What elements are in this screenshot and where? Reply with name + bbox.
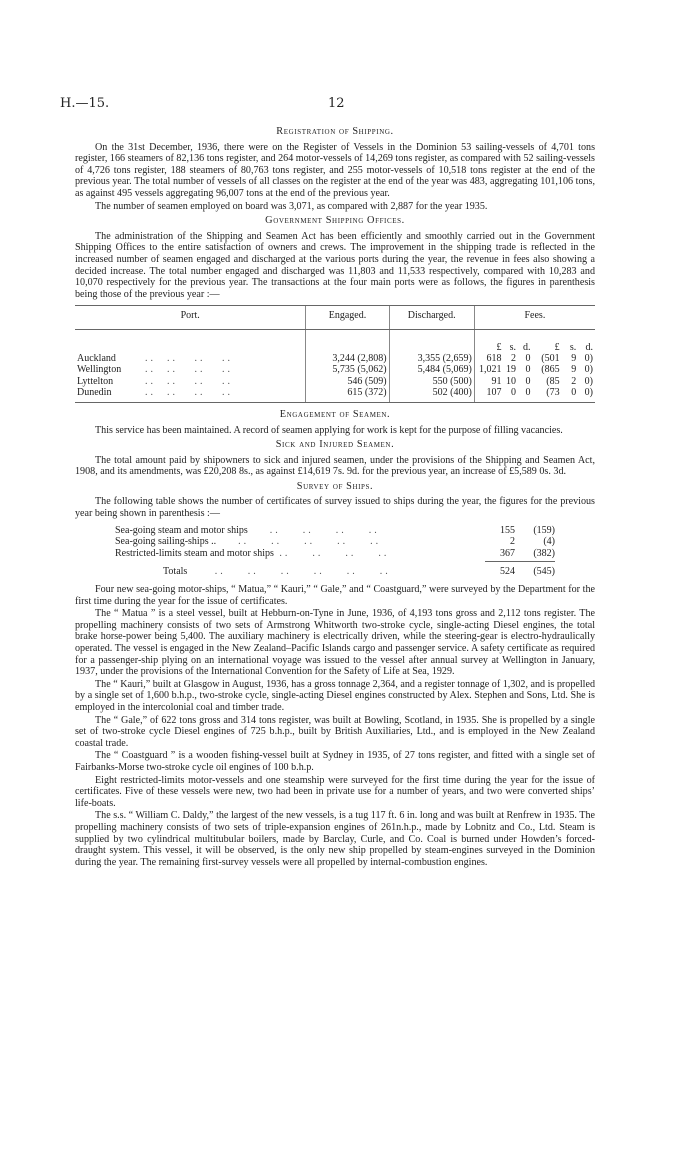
engaged-cell: 5,735 (5,062) bbox=[306, 364, 389, 375]
port-name: Auckland bbox=[77, 353, 116, 365]
header-port: Port. bbox=[75, 306, 306, 330]
paragraph: The total amount paid by shipowners to sick and injured seamen, under the provisions of the Shipping and Seamen Act, 1908, and its amendments, was £20,208 8s., as against £14,619 7s. 9d. for the previous year, an increase of £5,589 0s. 3d. bbox=[75, 454, 595, 478]
paragraph: The number of seamen employed on board was 3,071, as compared with 2,887 for the year 1935. bbox=[95, 200, 488, 212]
engaged-cell: 3,244 (2,808) bbox=[306, 353, 389, 364]
engaged-cell: 615 (372) bbox=[306, 387, 389, 403]
survey-row: Sea-going sailing-ships .. .. .. .. .. .. 2 (4) bbox=[115, 536, 555, 548]
page-body bbox=[75, 123, 595, 869]
table-row: Dunedin .. .. .. .. 615 (372) 502 (400) 107 0 0 (73 0 0) bbox=[75, 387, 595, 403]
paragraph: The “ Matua ” is a steel vessel, built at Hebburn-on-Tyne in June, 1936, of 4,193 tons gross and 2,112 tons register. The propelling machinery consists of two sets of Armstrong Whitworth two-stroke cycle, single-acting Diesel engines, the total brake horse-power being 5,400. The auxiliary machinery is electrically driven, while the steering-gear is electro-hydraulically operated. The vessel is engaged in the New Zealand–Pacific Islands cargo and passenger service. A safety certificate as required for a passenger-ship plying on an international voyage was issued to the vessel after annual survey at Wellington in January, 1937, under the provisions of the International Convention for the Safety of Life at Sea, 1929. bbox=[75, 608, 595, 678]
section-title-offices: Government Shipping Offices. bbox=[265, 215, 405, 227]
port-name: Wellington bbox=[77, 364, 122, 376]
page-number: 12 bbox=[328, 96, 345, 111]
header-discharged: Discharged. bbox=[389, 306, 474, 330]
discharged-cell: 5,484 (5,069) bbox=[389, 364, 474, 375]
report-reference: H.—15. bbox=[60, 96, 110, 111]
port-name: Dunedin bbox=[77, 386, 112, 398]
section-title-sick: Sick and Injured Seamen. bbox=[275, 439, 395, 451]
engaged-cell: 546 (509) bbox=[306, 376, 389, 387]
paragraph: Eight restricted-limits motor-vessels and one steamship were surveyed for the first time during the year for the issue of certificates. Five of these vessels were new, two had been in private use for a number of years, and two were converted ships’ life-boats. bbox=[75, 774, 595, 809]
section-title-engagement: Engagement of Seamen. bbox=[279, 408, 391, 420]
survey-row: Sea-going steam and motor ships .. .. .. .. 155 (159) bbox=[115, 524, 555, 536]
survey-row: Restricted-limits steam and motor ships .. .. .. .. 367 (382) bbox=[115, 547, 555, 559]
table-row: Wellington .. .. .. .. 5,735 (5,062) 5,484 (5,069) 1,021 19 0 (865 9 0) bbox=[77, 364, 593, 376]
header-engaged: Engaged. bbox=[306, 306, 389, 330]
ports-table bbox=[75, 305, 595, 403]
section-title-registration: Registration of Shipping. bbox=[276, 126, 394, 137]
paragraph: The “ Coastguard ” is a wooden fishing-vessel built at Sydney in 1935, of 27 tons register, and fitted with a single set of Fairbanks-Morse two-stroke cycle oil engines of 100 b.h.p. bbox=[75, 750, 595, 773]
table-row: Auckland .. .. .. .. 3,244 (2,808) 3,355 (2,659) 618 2 0 (501 9 0) bbox=[77, 353, 593, 365]
paragraph: This service has been maintained. A record of seamen applying for work is kept for the purpose of filling vacancies. bbox=[95, 424, 563, 436]
survey-table bbox=[115, 525, 555, 578]
paragraph: The s.s. “ William C. Daldy,” the largest of the new vessels, is a tug 117 ft. 6 in. long and was built at Renfrew in 1935. The propelling machinery consists of two sets of triple-expansion engines of 261n.h.p., made by Lobnitz and Co., Ltd. Steam is supplied by two cylindrical multitubular boilers, made by Barclay, Curle, and Co. Coal is burned under Howden’s forced-draught system. This vessel, it will be observed, is the only new ship propelled by steam-engines surveyed in the Dominion during the year. The remaining first-survey vessels were all propelled by internal-combustion engines. bbox=[75, 810, 595, 868]
table-units-row: £ s. d. £ s. d. bbox=[75, 329, 595, 353]
paragraph: On the 31st December, 1936, there were on the Register of Vessels in the Dominion 53 sailing-vessels of 4,701 tons register, 166 steamers of 82,136 tons register, and 264 motor-vessels of 14,269 tons register, as compared with 52 sailing-vessels of 4,726 tons register, 188 steamers of 80,763 tons register, and 255 motor-vessels of 10,518 tons register at the end of the previous year. The total number of vessels of all classes on the register at the end of the year was 483, aggregating 101,106 tons, as against 495 vessels aggregating 96,007 tons at the end of the previous year. bbox=[75, 141, 595, 199]
paragraph: The “ Kauri,” built at Glasgow in August, 1936, has a gross tonnage 2,364, and a register tonnage of 1,302, and is propelled by a single set of 1,600 b.h.p., two-stroke cycle, single-acting Diesel engines constructed by Alex. Stephen and Sons, Ltd. She is employed in the intercolonial coal and timber trade. bbox=[75, 678, 595, 713]
discharged-cell: 3,355 (2,659) bbox=[389, 353, 474, 364]
section-title-survey: Survey of Ships. bbox=[296, 480, 374, 492]
paragraph: Four new sea-going motor-ships, “ Matua,” “ Kauri,” “ Gale,” and “ Coastguard,” were surveyed by the Department for the first time during the year for the issue of certificates. bbox=[75, 584, 595, 607]
table-row: Lyttelton .. .. .. .. 546 (509) 550 (500) 91 10 0 (85 2 0) bbox=[77, 375, 593, 387]
paragraph: The following table shows the number of certificates of survey issued to ships during the year, the figures for the previous year being shown in parenthesis :— bbox=[75, 496, 595, 520]
header-fees: Fees. bbox=[474, 306, 595, 330]
table-header-row bbox=[75, 306, 595, 330]
survey-total-row: Totals .. .. .. .. .. .. 524 (545) bbox=[163, 566, 555, 578]
paragraph: The administration of the Shipping and Seamen Act has been efficiently and smoothly carried out in the Government Shipping Offices to the entire satisfaction of owners and crews. The improvement in the shipping trade is reflected in the increased number of seamen engaged and discharged at the various ports during the year, the revenue in fees also showing a decided increase. The total number engaged and discharged was 11,803 and 11,533 respectively, compared with 10,283 and 10,070 respectively for the previous year. The transactions at the four main ports were as follows, the figures in parenthesis being those of the previous year :— bbox=[75, 230, 595, 300]
paragraph: The “ Gale,” of 622 tons gross and 314 tons register, was built at Bowling, Scotland, in 1935. She is propelled by a single set of two-stroke cycle Diesel engines of 725 b.h.p., built by British Auxiliaries, Ltd., and is employed in the New Zealand coastal trade. bbox=[75, 714, 595, 749]
discharged-cell: 550 (500) bbox=[389, 376, 474, 387]
discharged-cell: 502 (400) bbox=[389, 387, 474, 403]
port-name: Lyttelton bbox=[77, 375, 114, 387]
